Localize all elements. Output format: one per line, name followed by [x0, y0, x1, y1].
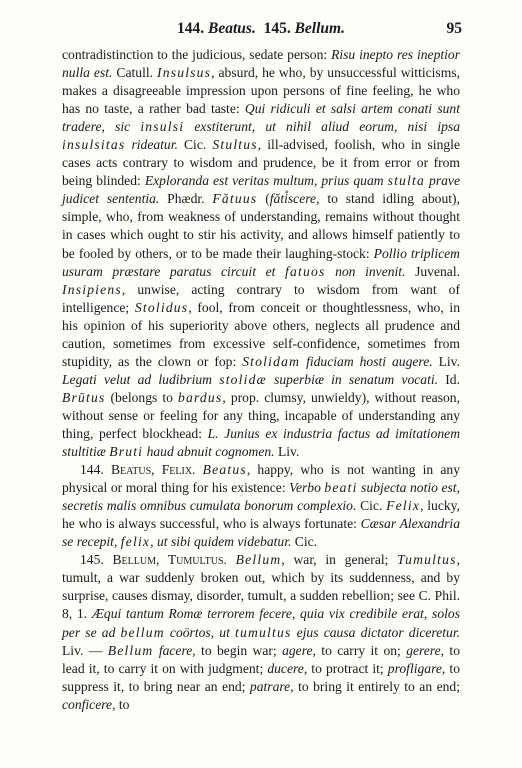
latin-quote: Legati velut ad ludibrium — [62, 371, 220, 387]
text-run: contradistinction to the judicious, sedate person: — [62, 47, 332, 62]
headword-insipiens: Insipiens — [62, 281, 122, 297]
text-run — [227, 552, 236, 567]
latin-quote: Risu inepto res ineptior nulla est. — [62, 47, 461, 81]
headword-insulsus: Insulsus — [156, 65, 212, 81]
latin-keyword: insulsi — [140, 119, 185, 135]
latin-keyword: fatuos — [285, 263, 326, 279]
latin-keyword: stolidæ — [219, 371, 267, 387]
citation: Liv. — [432, 353, 460, 369]
latin-quote: rideatur. — [125, 137, 178, 153]
text-run: , to suppress it, to bring near an end; — [62, 660, 460, 694]
citation: Cic. — [356, 498, 387, 514]
paragraph-stultus-continued — [62, 46, 460, 461]
latin-quote: exstiterunt, ut nihil aliud eorum, nisi ipsa — [184, 119, 460, 135]
latin-quote: fiduciam hosti augere. — [300, 353, 433, 369]
running-title-a: Beatus. — [208, 20, 256, 37]
latin-quote: Cæsar Alexandria se recepit, — [62, 516, 460, 550]
verb-gerere: gerere — [406, 642, 441, 658]
text-run: , happy, who is not wanting in any physical or moral thing for his existence: — [62, 462, 460, 496]
running-title — [62, 20, 460, 38]
text-run: , to carry it on; — [312, 642, 407, 658]
section-number: 144. — [80, 462, 111, 478]
headword-felix: Felix — [386, 498, 421, 514]
latin-quote: subjecta notio est, secretis malis omnibus cumulata bonorum complexio. — [62, 480, 460, 514]
latin-quote: non invenit. — [325, 263, 406, 279]
citation: Catull. — [112, 65, 157, 81]
latin-keyword: felix — [120, 534, 151, 550]
text-run: , to — [112, 696, 130, 712]
text-run: , lucky, he who is always successful, who is always fortunate: — [62, 498, 460, 532]
running-title-b: Bellum. — [294, 20, 345, 37]
section-heading: Beatus, Felix. — [110, 462, 196, 478]
section-heading: Bellum, Tumultus. — [112, 552, 227, 568]
text-run: , war, in general; — [281, 552, 398, 568]
text-run: , fool, from conceit or thoughtlessness, who, in his opinion of his superiority above others, neglects all prudence and caution, sometimes from excessive self-confidence, sometimes from stupidity, as the clown or fop: — [62, 299, 460, 369]
headword-fatuus: Fătuus — [212, 191, 258, 207]
text-run — [195, 462, 202, 477]
verb-ducere: ducere — [267, 660, 304, 676]
latin-quote: haud abnuit cognomen. — [143, 444, 275, 460]
headword-tumultus: Tumultus — [397, 552, 457, 568]
verb-agere: agere — [282, 642, 313, 658]
latin-quote: Qui ridiculi et salsi artem conati sunt tradere, sic — [62, 101, 460, 135]
text-run: , to stand idling about), simple, who, from weakness of understanding, remains without thought in cases which ought to stir his activity, and allows himself patiently to be fooled by others, or to be made their laughing-stock: — [62, 191, 460, 261]
text-run: , absurd, he who, by unsuccessful witticisms, makes a disagreeable impression upon persons of fine feeling, he who has no taste, a rather bad taste: — [62, 65, 460, 117]
running-title-number-a: 144. — [177, 20, 205, 37]
latin-keyword: bellum — [120, 624, 165, 640]
latin-quote: L. Junius ex industria factus ad imitationem stultitiæ — [62, 425, 461, 460]
latin-quote: , ut sibi quidem videbatur. — [150, 534, 292, 550]
headword-stolidus: Stolidus — [134, 299, 189, 315]
latin-quote: Verbo — [289, 480, 325, 496]
text-run: ( — [257, 191, 270, 207]
text-run: , to protract it; — [303, 660, 388, 676]
headword-stultus: Stultus — [212, 137, 258, 153]
headword-beatus: Beatus — [202, 462, 247, 478]
latin-quote: coörtos, ut — [164, 624, 236, 640]
page-number: 95 — [446, 20, 462, 37]
headword-bellum: Bellum — [235, 552, 282, 568]
citation: Liv. — — [62, 642, 108, 658]
paragraph-145-bellum-tumultus — [62, 551, 460, 713]
text-run: , to lead it, to carry it on with judgment; — [62, 642, 460, 676]
latin-keyword: tumultus — [235, 624, 292, 640]
text-run: , unwise, acting contrary to wisdom from want of intelligence; — [62, 281, 460, 315]
etymology-word: bardus — [177, 389, 223, 405]
latin-quote: Exploranda est veritas multum, prius quam — [144, 173, 388, 189]
latin-quote: Æqui tantum Romæ terrorem fecere, quia vix credibile erat, solos per se ad — [62, 606, 461, 640]
latin-quote: superbiæ in senatum vocati. — [266, 371, 439, 387]
text-run: , prop. clumsy, unwieldy), without reason, without sense or feeling for any thing, incapable of understanding any thing, perfect blockhead: — [62, 389, 460, 441]
text-run: , to bring it entirely to an end; — [290, 678, 460, 694]
latin-keyword: stulta — [387, 173, 426, 189]
running-title-number-b: 145. — [263, 20, 291, 37]
etymology-word: făti̊scere — [269, 191, 317, 207]
body-text — [62, 46, 460, 714]
verb-profligare: profligare — [387, 660, 442, 676]
citation: Liv. — [274, 444, 300, 460]
latin-quote: Pollio triplicem usuram præstare paratus circuit et — [62, 245, 460, 279]
phrase-bellum: Bellum — [107, 642, 154, 658]
latin-keyword: insulsitas — [62, 137, 126, 153]
citation: Cic. — [291, 534, 318, 550]
section-number: 145. — [80, 552, 113, 568]
latin-keyword: Bruti — [109, 444, 144, 460]
latin-keyword: beati — [324, 480, 358, 496]
verb-patrare: patrare — [249, 678, 291, 694]
text-run: , ill-advised, foolish, who in single cases acts contrary to wisdom and prudence, be it from error or from being blinded: — [62, 137, 460, 189]
verb-facere: facere — [158, 642, 193, 658]
text-run: , tumult, a war suddenly broken out, which by its suddenness, and by surprise, causes dismay, disorder, tumult, a sudden rebellion; see C. Phil. 8, 1. — [62, 552, 460, 622]
headword-brutus: Brūtus — [62, 389, 106, 405]
latin-quote: ejus causa dictator diceretur. — [291, 624, 460, 640]
citation: Juvenal. — [405, 263, 461, 279]
text-run: , to begin war; — [192, 642, 283, 658]
running-header — [62, 20, 460, 42]
citation: Cic. — [177, 137, 213, 153]
paragraph-144-beatus-felix — [62, 461, 460, 551]
citation: Phædr. — [159, 191, 213, 207]
citation: Id. — [438, 371, 460, 387]
latin-keyword: Stolidam — [242, 353, 301, 369]
verb-conficere: conficere — [62, 696, 113, 712]
latin-quote: prave judicet sententia. — [62, 173, 460, 207]
text-run: (belongs to — [105, 389, 178, 405]
